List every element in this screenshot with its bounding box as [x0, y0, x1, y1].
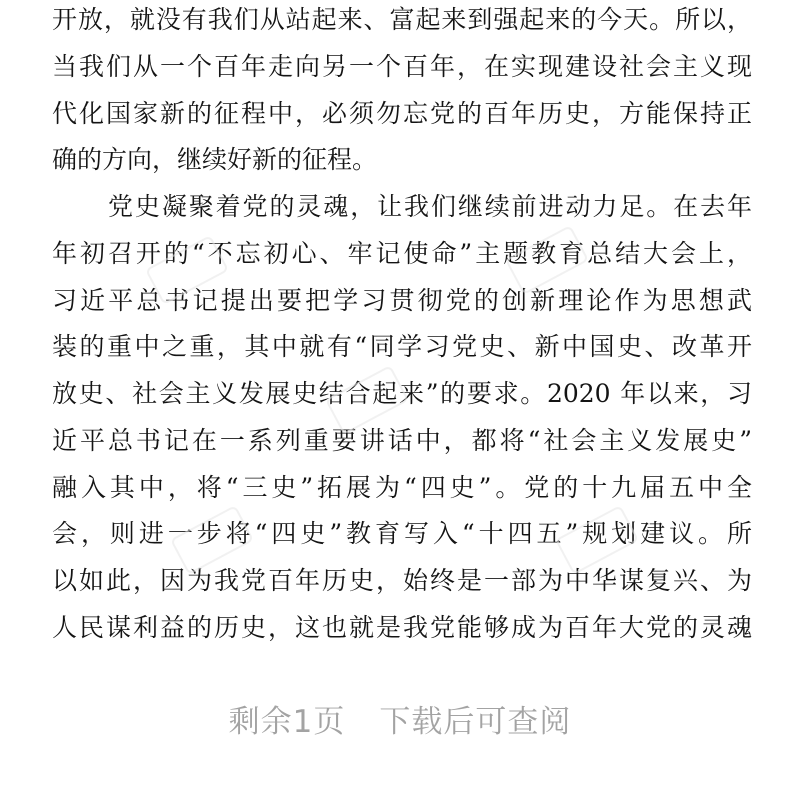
- text-line: 以如此，因为我党百年历史，始终是一部为中华谋复兴、为: [52, 566, 752, 595]
- text-line: 开放，就没有我们从站起来、富起来到强起来的今天。所以，: [52, 5, 752, 34]
- text-line: 融入其中，将“三史”拓展为“四史”。党的十九届五中全: [52, 473, 752, 502]
- text-line: 会，则进一步将“四史”教育写入“十四五”规划建议。所: [52, 519, 752, 548]
- text-line: 放史、社会主义发展史结合起来”的要求。2020 年以来，习: [52, 379, 752, 408]
- text-line: 近平总书记在一系列重要讲话中，都将“社会主义发展史”: [52, 426, 752, 455]
- text-line: 代化国家新的征程中，必须勿忘党的百年历史，方能保持正: [52, 99, 752, 128]
- text-line: 确的方向，继续好新的征程。: [52, 145, 378, 174]
- text-line: 人民谋利益的历史，这也就是我党能够成为百年大党的灵魂: [52, 613, 752, 642]
- text-line: 年初召开的“不忘初心、牢记使命”主题教育总结大会上，: [52, 239, 752, 268]
- remaining-pages-label[interactable]: 剩余1页: [228, 704, 346, 740]
- text-line: 习近平总书记提出要把学习贯彻党的创新理论作为思想武: [52, 286, 752, 315]
- paragraph-first-line: 党史凝聚着党的灵魂，让我们继续前进动力足。在去年: [108, 192, 752, 221]
- download-prompt[interactable]: [0, 696, 800, 741]
- text-line: 当我们从一个百年走向另一个百年，在实现建设社会主义现: [52, 52, 752, 81]
- text-line: 装的重中之重，其中就有“同学习党史、新中国史、改革开: [52, 332, 752, 361]
- download-to-view-label[interactable]: 下载后可查阅: [379, 704, 572, 740]
